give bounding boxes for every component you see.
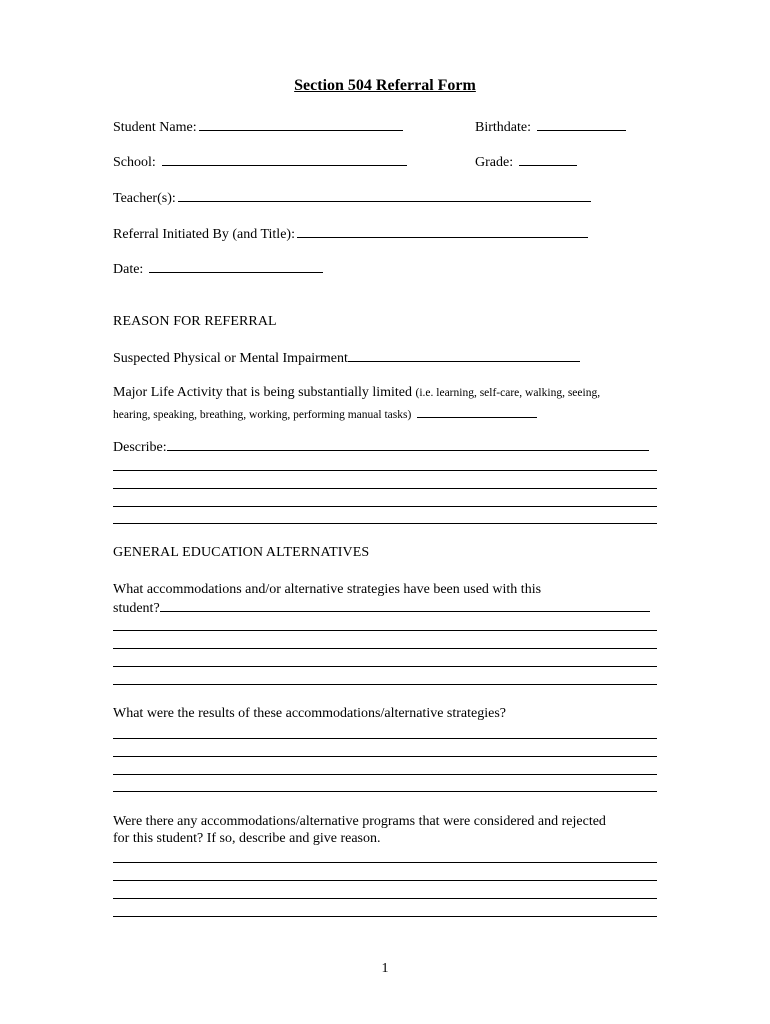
rejected-line[interactable] (113, 880, 657, 881)
major-life-activity-label-line (113, 385, 600, 401)
accommodations-line[interactable] (113, 630, 657, 631)
impairment-field[interactable] (113, 349, 580, 367)
results-line[interactable] (113, 756, 657, 757)
referral-initiated-line[interactable] (297, 225, 588, 238)
accommodations-line[interactable] (113, 684, 657, 685)
impairment-line[interactable] (348, 349, 580, 362)
teachers-line[interactable] (178, 189, 591, 202)
student-name-field[interactable] (113, 118, 403, 136)
describe-line[interactable] (113, 506, 657, 507)
page-number: 1 (381, 961, 389, 976)
rejected-line[interactable] (113, 862, 657, 863)
describe-label: Describe: (113, 440, 167, 455)
birthdate-line[interactable] (537, 118, 626, 131)
date-field[interactable] (113, 260, 323, 278)
alternatives-heading: GENERAL EDUCATION ALTERNATIVES (113, 545, 370, 560)
accommodations-line[interactable] (113, 666, 657, 667)
rejected-question-line2: for this student? If so, describe and give reason. (113, 831, 381, 846)
referral-initiated-label: Referral Initiated By (and Title): (113, 227, 295, 242)
referral-initiated-field[interactable] (113, 225, 588, 243)
reason-heading: REASON FOR REFERRAL (113, 314, 277, 329)
accommodations-line[interactable] (160, 599, 650, 612)
describe-line[interactable] (113, 523, 657, 524)
rejected-line[interactable] (113, 898, 657, 899)
describe-line[interactable] (113, 488, 657, 489)
results-question: What were the results of these accommodations/alternative strategies? (113, 706, 507, 721)
major-life-examples-1: (i.e. learning, self-care, walking, seeing, (415, 387, 601, 399)
accommodations-question-line2: student? (113, 601, 160, 616)
major-life-activity-label: Major Life Activity that is being substantially limited (113, 385, 413, 400)
student-name-line[interactable] (199, 118, 403, 131)
accommodations-field[interactable] (113, 599, 650, 617)
accommodations-question-line1: What accommodations and/or alternative strategies have been used with this (113, 582, 542, 597)
major-life-examples-2: hearing, speaking, breathing, working, performing manual tasks) (113, 409, 412, 421)
teachers-label: Teacher(s): (113, 191, 176, 206)
date-label: Date: (113, 262, 144, 277)
describe-line[interactable] (113, 470, 657, 471)
results-line[interactable] (113, 774, 657, 775)
rejected-line[interactable] (113, 916, 657, 917)
describe-line[interactable] (167, 438, 649, 451)
impairment-label: Suspected Physical or Mental Impairment (113, 351, 348, 366)
grade-line[interactable] (519, 153, 577, 166)
birthdate-label: Birthdate: (475, 120, 531, 135)
accommodations-line[interactable] (113, 648, 657, 649)
school-line[interactable] (162, 153, 407, 166)
school-field[interactable] (113, 153, 407, 171)
describe-field[interactable] (113, 438, 649, 456)
results-line[interactable] (113, 791, 657, 792)
form-title: Section 504 Referral Form (294, 77, 476, 94)
major-life-examples-field[interactable] (113, 405, 537, 423)
results-line[interactable] (113, 738, 657, 739)
grade-label: Grade: (475, 155, 514, 170)
school-label: School: (113, 155, 156, 170)
date-line[interactable] (149, 260, 323, 273)
major-life-activity-line[interactable] (417, 405, 537, 418)
grade-field[interactable] (475, 153, 577, 171)
teachers-field[interactable] (113, 189, 591, 207)
birthdate-field[interactable] (475, 118, 626, 136)
rejected-question-line1: Were there any accommodations/alternative programs that were considered and rejected (113, 814, 606, 829)
student-name-label: Student Name: (113, 120, 197, 135)
